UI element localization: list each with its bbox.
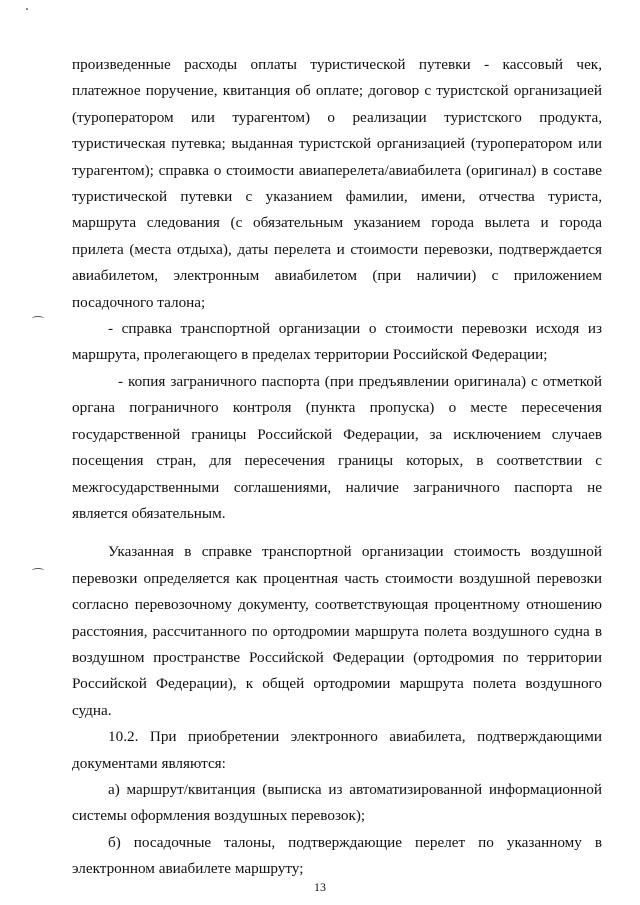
scan-speck bbox=[26, 8, 29, 11]
paragraph-air-cost: Указанная в справке транспортной организации стоимость воздушной перевозки определяется как процентная часть стоимости воздушной перевозки согласно перевозочному документу, соответствующая процентному отношению расстояния, рассчитанного по ортодромии маршрута полета воздушного судна в воздушном пространстве Российской Федерации (ортодромия по территории Российской Федерации), к общей ортодромии маршрута полета воздушного судна. bbox=[72, 543, 602, 719]
page-number: 13 bbox=[314, 880, 326, 894]
paragraph-transport-certificate: - справка транспортной организации о стоимости перевозки исходя из маршрута, пролегающего в пределах территории Российской Федерации; bbox=[72, 320, 602, 364]
paragraph-10-2: 10.2. При приобретении электронного авиабилета, подтверждающими документами являются: bbox=[72, 728, 602, 772]
paragraph-item-a: а) маршрут/квитанция (выписка из автоматизированной информационной системы оформления воздушных перевозок); bbox=[72, 780, 602, 825]
punch-hole-mark bbox=[32, 568, 44, 573]
punch-hole-mark bbox=[32, 316, 44, 321]
paragraph-item-b: б) посадочные талоны, подтверждающие перелет по указанному в электронном авиабилете маршруту; bbox=[72, 833, 602, 878]
paragraph-expenses: произведенные расходы оплаты туристической путевки - кассовый чек, платежное поручение, квитанция об оплате; договор с туристской организацией (туроператором или турагентом) о реализации туристского продукта, туристическая путевка; выданная туристской организацией (туроператором или турагентом); справка о стоимости авиаперелета/авиабилета (оригинал) в составе туристической путевки с указанием фамилии, имени, отчества туриста, маршрута следования (с обязательным указанием города вылета и города прилета (места отдыха), даты перелета и стоимости перевозки, подтверждается авиабилетом, электронным авиабилетом (при наличии) с приложением посадочного талона; bbox=[72, 56, 602, 311]
document-body bbox=[72, 52, 602, 883]
paragraph-passport-copy: - копия заграничного паспорта (при предъявлении оригинала) с отметкой органа пограничного контроля (пункта пропуска) о месте пересечения государственной границы Российской Федерации, за исключением случаев посещения стран, для пересечения границы которых, в соответствии с межгосударственными соглашениями, наличие заграничного паспорта не является обязательным. bbox=[72, 372, 602, 522]
